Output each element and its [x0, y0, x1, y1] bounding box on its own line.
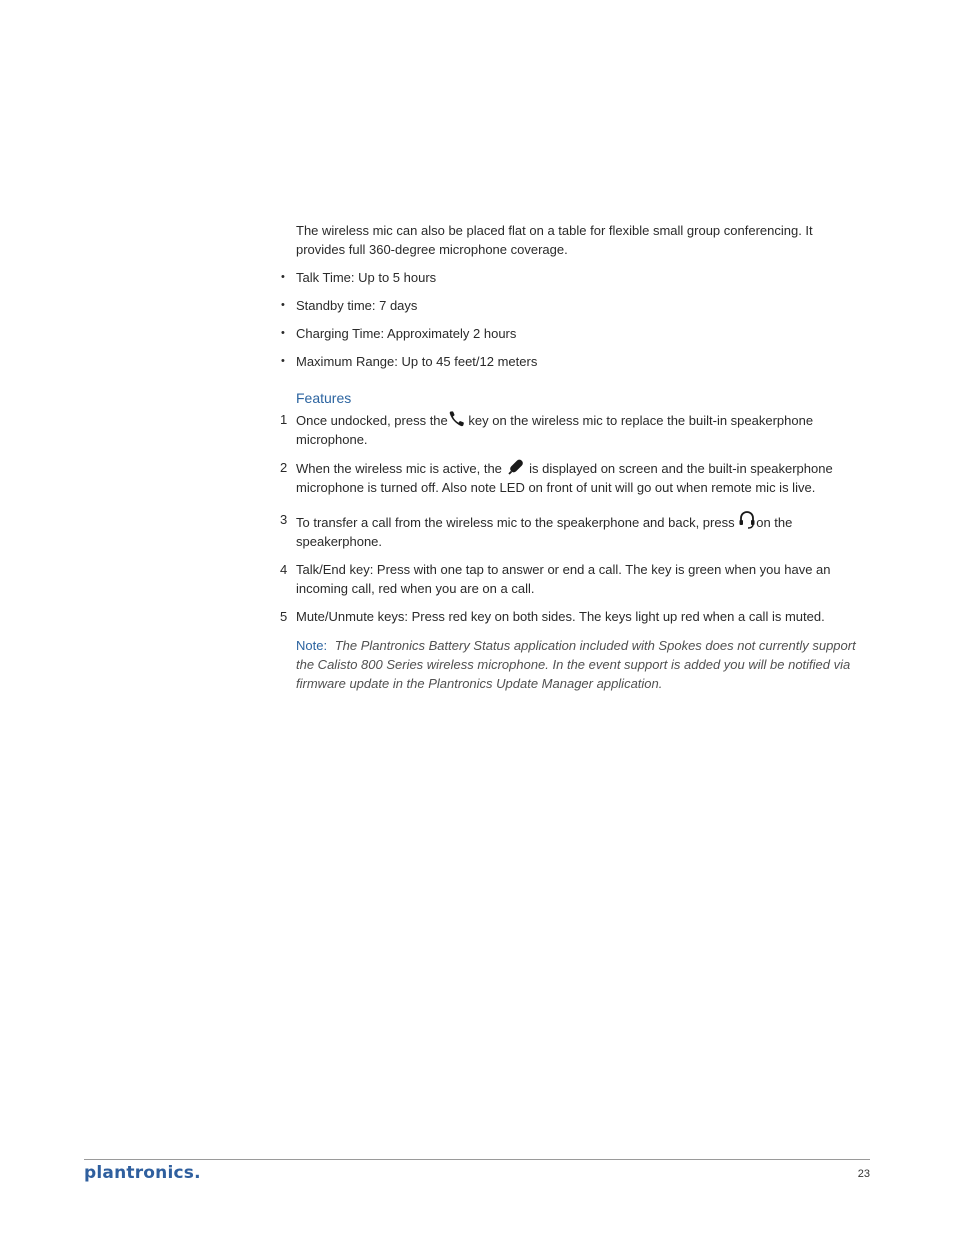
list-item — [281, 352, 856, 371]
list-item — [281, 324, 856, 343]
plantronics-logo: plantronics. — [84, 1163, 201, 1183]
spec-text: Standby time: 7 days — [296, 298, 418, 313]
step-text: Talk/End key: Press with one tap to answer or end a call. The key is green when you have an incoming call, red when you are on a call. — [296, 562, 831, 596]
bullet-icon: • — [281, 271, 285, 283]
footer-divider — [84, 1159, 870, 1160]
page-number: 23 — [857, 1168, 870, 1180]
bullet-icon: • — [281, 327, 285, 339]
step-item — [280, 607, 856, 626]
microphone-icon — [506, 458, 526, 476]
note-label: Note: — [296, 638, 328, 653]
step-number: 2 — [280, 460, 288, 475]
list-item — [281, 268, 856, 287]
step-item — [280, 510, 856, 551]
step-text-after: is displayed on screen and the built-in speakerphone microphone is turned off. Also note LED on front of unit will go out when remote mic is live. — [296, 461, 833, 495]
note-block — [296, 636, 856, 693]
main-content — [280, 221, 856, 693]
step-text-after: key on the wireless mic to replace the built-in speakerphone microphone. — [296, 413, 814, 447]
step-text-after: on the speakerphone. — [296, 515, 793, 549]
bullet-icon: • — [281, 355, 285, 367]
step-number: 1 — [280, 412, 288, 427]
list-item — [281, 296, 856, 315]
step-number: 4 — [280, 562, 288, 577]
intro-paragraph: The wireless mic can also be placed flat on a table for flexible small group conferencing. It provides full 360-degree microphone coverage. — [296, 223, 813, 257]
step-text-before: Once undocked, press the — [296, 413, 448, 428]
features-heading: Features — [296, 390, 352, 406]
bullet-icon: • — [281, 299, 285, 311]
feature-steps — [280, 410, 856, 626]
spec-list — [281, 268, 856, 371]
step-text: Mute/Unmute keys: Press red key on both sides. The keys light up red when a call is muted. — [296, 609, 825, 624]
step-number: 3 — [280, 512, 288, 527]
step-text-before: When the wireless mic is active, the — [296, 461, 502, 476]
headset-icon — [738, 510, 756, 530]
step-text-before: To transfer a call from the wireless mic to the speakerphone and back, press — [296, 515, 735, 530]
step-item — [280, 410, 856, 449]
spec-text: Maximum Range: Up to 45 feet/12 meters — [296, 354, 538, 369]
spec-text: Talk Time: Up to 5 hours — [296, 270, 437, 285]
note-text: The Plantronics Battery Status application included with Spokes does not currently support the Calisto 800 Series wireless microphone. In the event support is added you will be notified via firmware update in the Plantronics Update Manager application. — [296, 638, 856, 691]
step-number: 5 — [280, 609, 288, 624]
step-item — [280, 560, 856, 598]
step-item — [280, 458, 856, 497]
spec-text: Charging Time: Approximately 2 hours — [296, 326, 517, 341]
phone-icon — [448, 410, 465, 428]
